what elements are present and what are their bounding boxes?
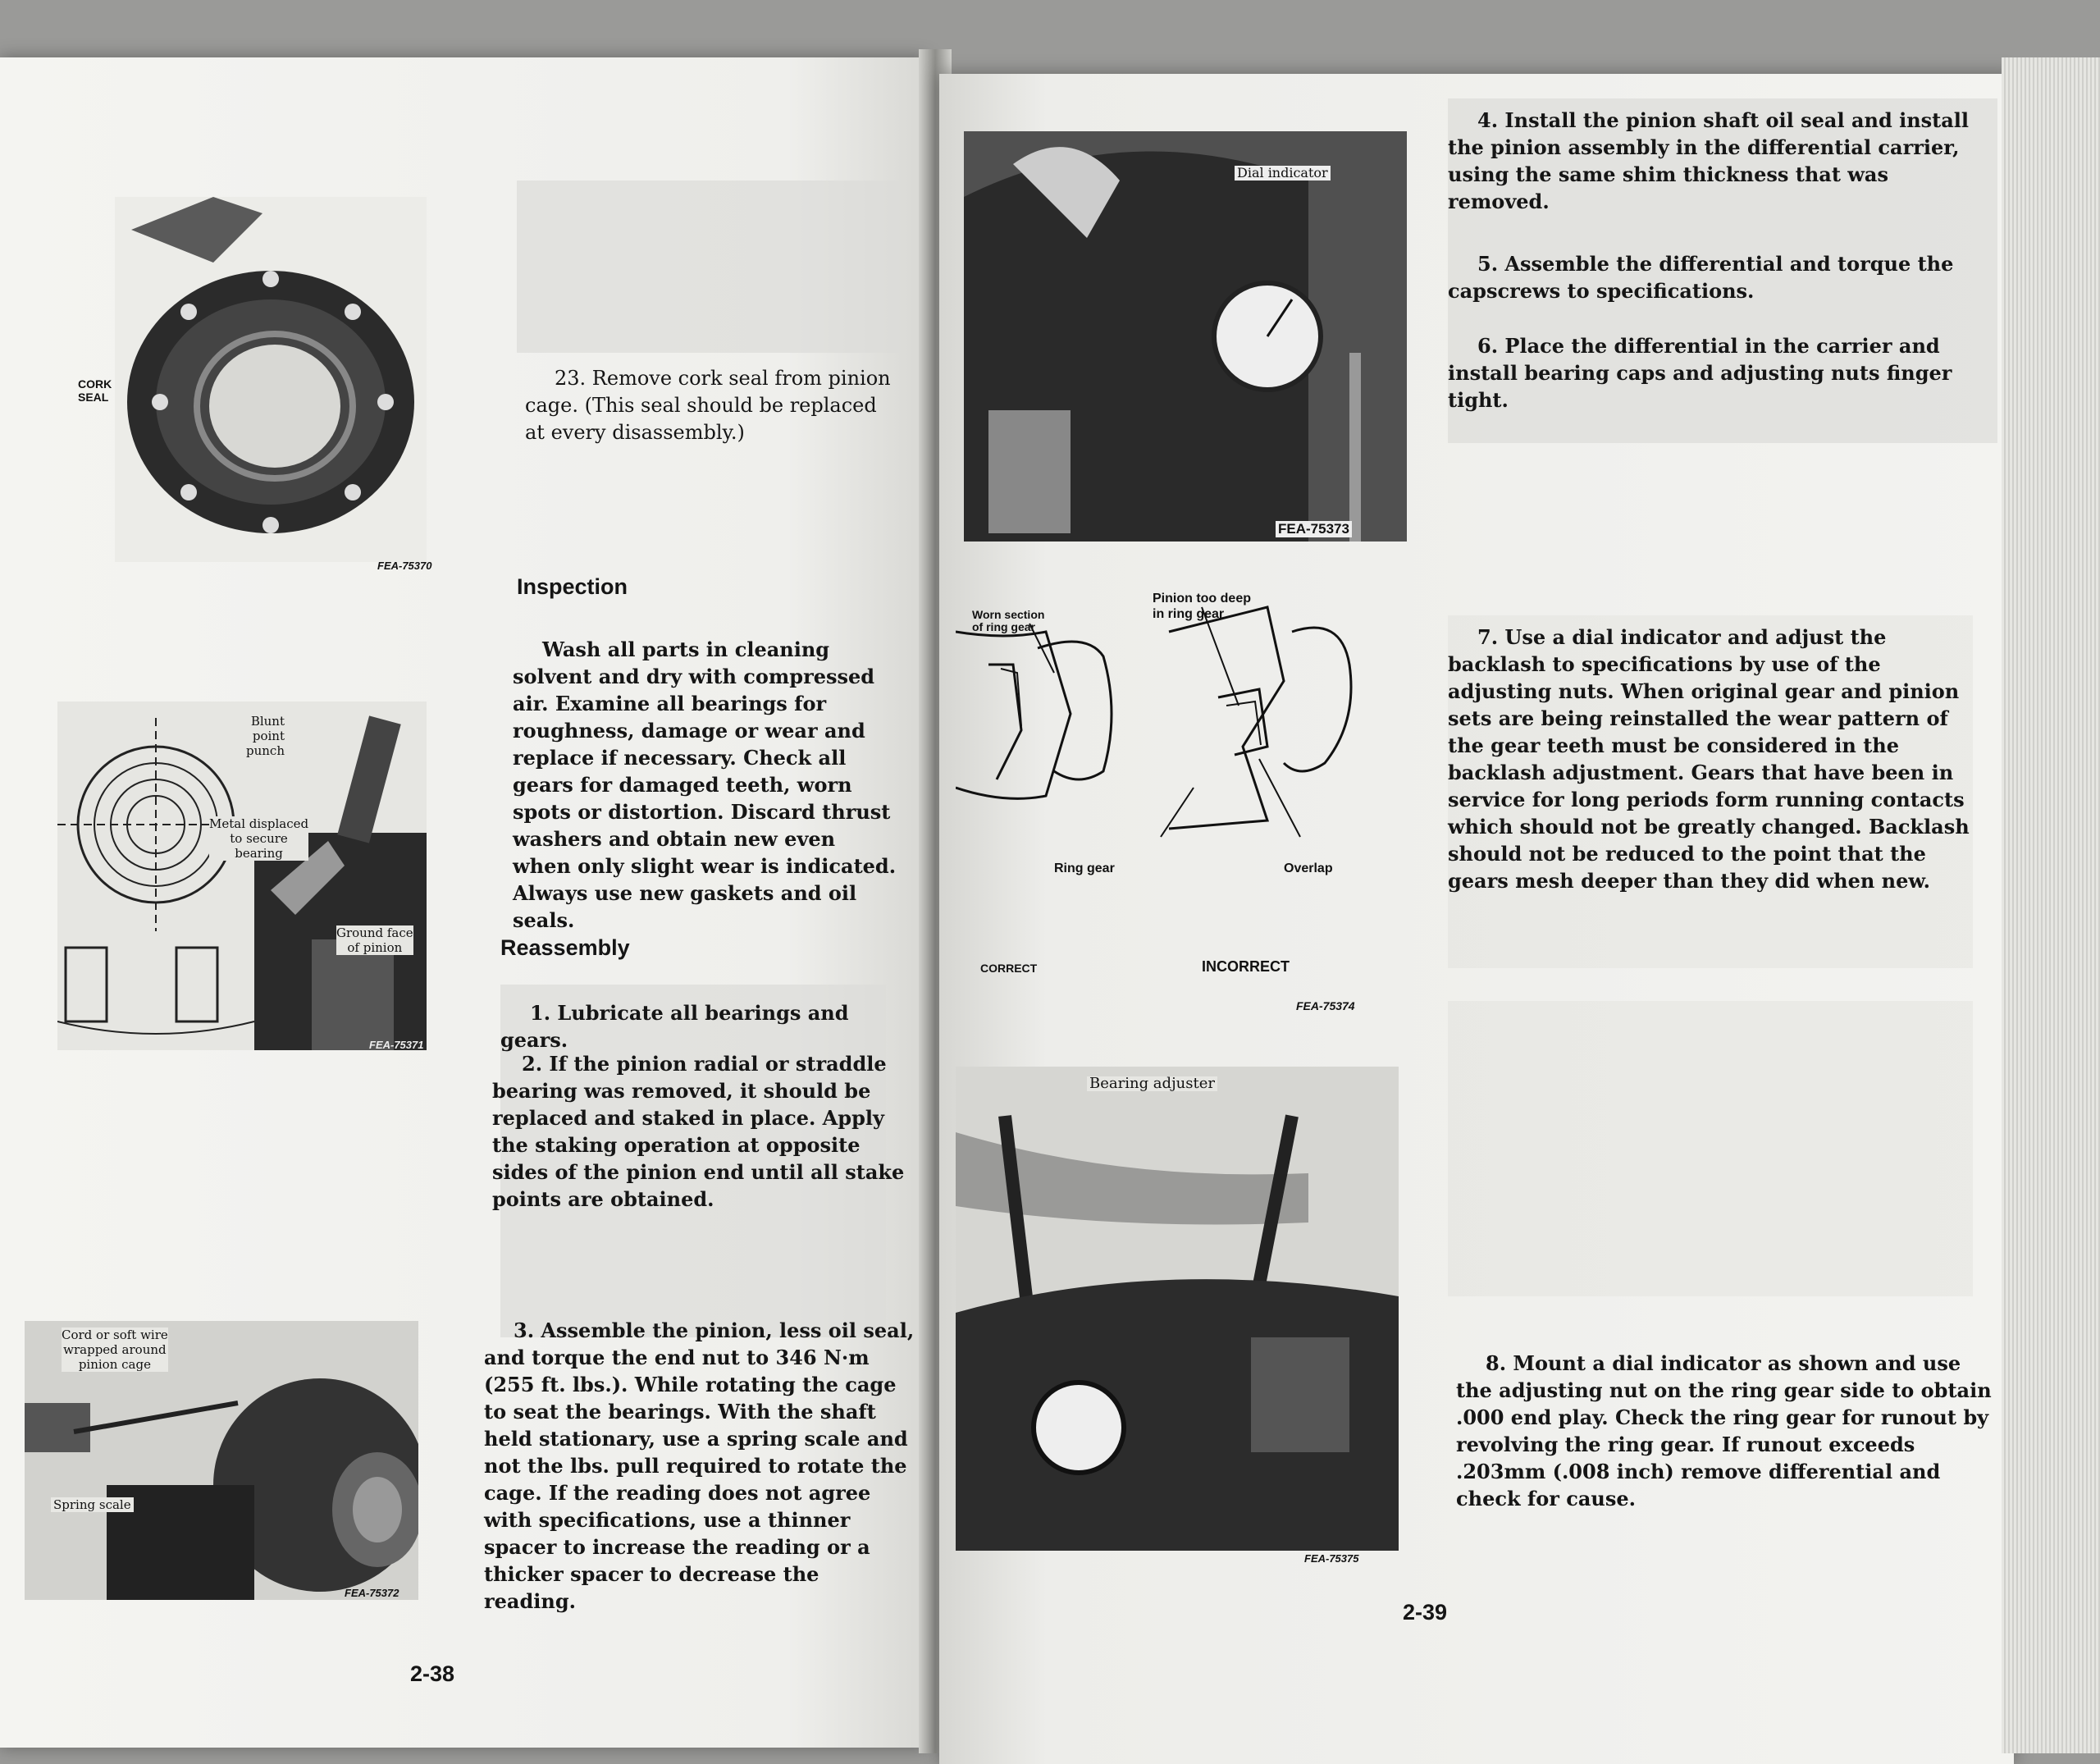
figure-id: FEA-75373 (1276, 521, 1352, 537)
dial-indicator-photo (964, 131, 1407, 542)
book-page-edges (2002, 57, 2100, 1753)
cord-wire-label: Cord or soft wire wrapped around pinion cage (62, 1328, 168, 1372)
bleed-through (1448, 1001, 1973, 1296)
step-23-text: 23. Remove cork seal from pinion cage. (This seal should be replaced at every disassembly.) (525, 367, 891, 444)
figure-id: FEA-75370 (377, 560, 432, 572)
inspection-heading: Inspection (517, 574, 628, 599)
step-6-text: 6. Place the differential in the carrier and install bearing caps and adjusting nuts finger tight. (1448, 334, 1952, 412)
ground-face-label: Ground face of pinion (336, 925, 413, 955)
inspection-text: Wash all parts in cleaning solvent and dry with compressed air. Examine all bearings for roughness, damage or wear and replace if necessary. Check all gears for damaged teeth, worn spots or distortion. Discard thrust washers and obtain new even when only slight wear is indicated. Always use new gaskets and oil seals. (513, 638, 897, 932)
cork-seal-label: CORK SEAL (78, 377, 112, 404)
metal-displaced-label: Metal displaced to secure bearing (209, 816, 309, 861)
overlap-label: Overlap (1284, 861, 1333, 875)
step-1-text: 1. Lubricate all bearings and gears. (500, 1001, 849, 1052)
step-2-text: 2. If the pinion radial or straddle bearing was removed, it should be replaced and staked in place. Apply the staking operation at opposite sides of the pinion end until all stake points are obtained. (492, 1052, 905, 1211)
step-4-text: 4. Install the pinion shaft oil seal and install the pinion assembly in the differential carrier, using the same shim thickness that was removed. (1448, 108, 1970, 213)
worn-section-label: Worn section of ring gear (972, 608, 1045, 633)
bearing-adjuster-label: Bearing adjuster (1087, 1076, 1217, 1091)
figure-id: FEA-75375 (1304, 1552, 1359, 1565)
step-5-text: 5. Assemble the differential and torque the capscrews to specifications. (1448, 252, 1954, 303)
dial-indicator-label: Dial indicator (1235, 166, 1331, 181)
ring-gear-label: Ring gear (1054, 861, 1115, 875)
right-page (939, 74, 2014, 1764)
step-8-text: 8. Mount a dial indicator as shown and use the adjusting nut on the ring gear side to obtain .000 end play. Check the ring gear for runout by revolving the ring gear. If runout exceeds .203mm (.008 inch) remove differential and check for cause. (1456, 1351, 1992, 1510)
cork-seal-photo (115, 197, 427, 562)
figure-id: FEA-75372 (345, 1587, 399, 1599)
spring-scale-label: Spring scale (51, 1497, 134, 1512)
incorrect-label: INCORRECT (1202, 958, 1290, 975)
page-number: 2-39 (1403, 1600, 1448, 1625)
left-page (0, 57, 927, 1748)
bleed-through (517, 181, 902, 353)
figure-id: FEA-75374 (1296, 999, 1355, 1012)
figure-id: FEA-75371 (369, 1039, 424, 1051)
bearing-staking-diagram (57, 701, 427, 1050)
step-7-text: 7. Use a dial indicator and adjust the backlash to specifications by use of the adjusting nuts. When original gear and pinion sets are being reinstalled the wear pattern of the gear teeth must be considered in the backlash adjustment. Gears that have been in service for long periods form running contacts which should not be greatly changed. Backlash should not be reduced to the point that the gears mesh deeper than they did when new. (1448, 625, 1970, 893)
correct-label: CORRECT (980, 962, 1038, 975)
reassembly-heading: Reassembly (500, 935, 630, 960)
step-3-text: 3. Assemble the pinion, less oil seal, and torque the end nut to 346 N·m (255 ft. lbs.). While rotating the cage to seat the bearings. With the shaft held stationary, use a spring scale and not the lbs. pull required to rotate the cage. If the reading does not agree with specifications, use a thinner spacer to increase the reading or a thicker spacer to decrease the reading. (484, 1318, 915, 1613)
page-number: 2-38 (410, 1661, 455, 1686)
pinion-too-deep-label: Pinion too deep in ring gear (1153, 592, 1251, 621)
bearing-adjuster-photo (956, 1067, 1399, 1551)
blunt-punch-label: Blunt point punch (246, 714, 285, 758)
